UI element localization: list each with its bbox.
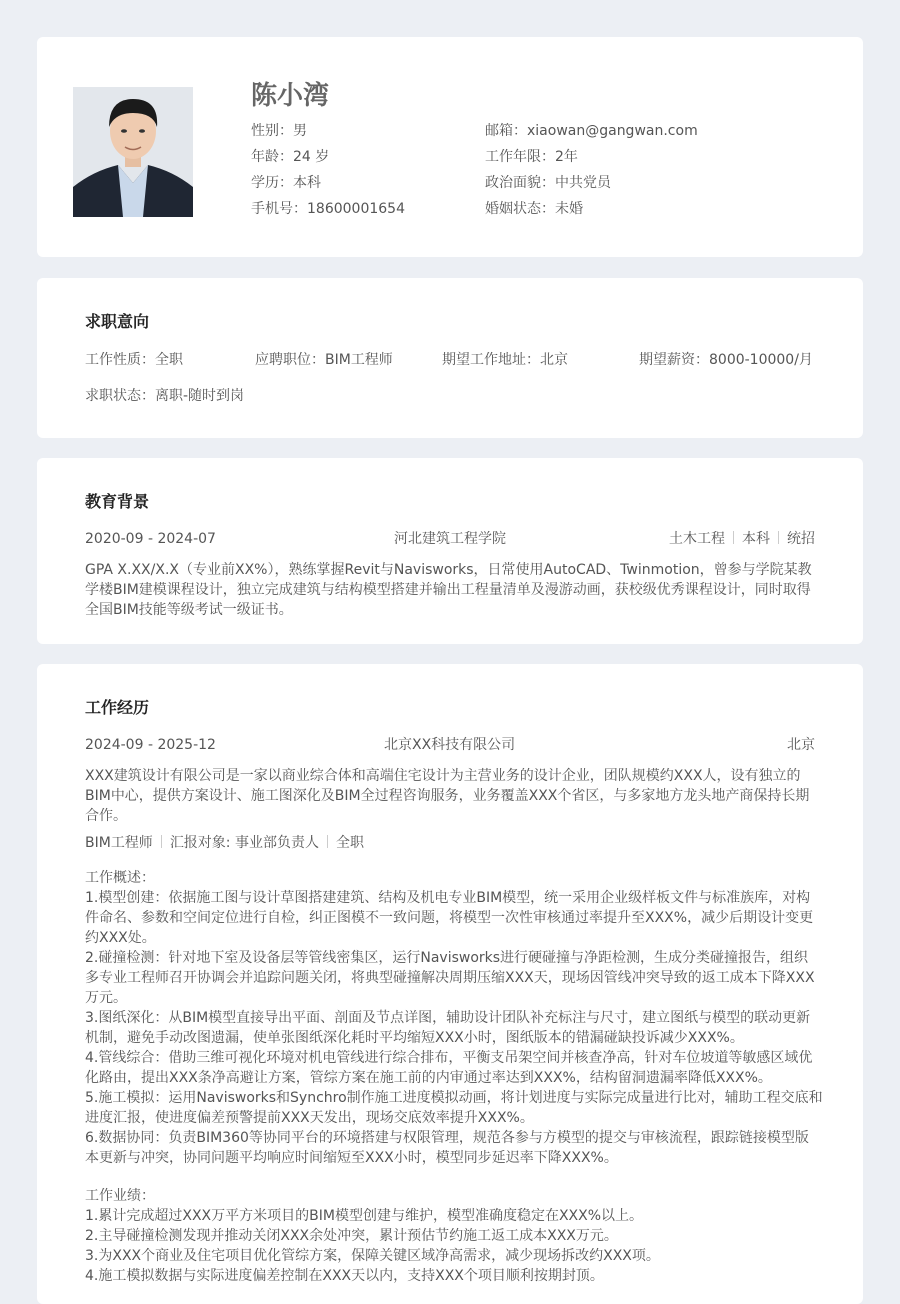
status-row [85, 387, 244, 405]
divider [327, 835, 328, 848]
political-row [485, 174, 611, 192]
work-years-value: 2年 [555, 149, 578, 165]
email-label: 邮箱： [485, 123, 527, 139]
status-label: 求职状态： [85, 388, 155, 404]
divider [161, 835, 162, 848]
paragraph-line: 3.为XXX个商业及住宅项目优化管综方案，保障关键区域净高需求，减少现场拆改约XXX项。 [85, 1248, 660, 1264]
achievement-heading: 工作业绩： [85, 1188, 155, 1204]
paragraph-line: 6.数据协同：负责BIM360等协同平台的环境搭建与权限管理，规范各参与方模型的提交与审核流程，跟踪链接模型版 [85, 1130, 809, 1146]
paragraph-line: 全国BIM技能等级考试一级证书。 [85, 602, 293, 618]
status-value: 离职-随时到岗 [155, 388, 245, 404]
work-years-label: 工作年限： [485, 149, 555, 165]
work-type-value: 全职 [155, 352, 183, 368]
education-card [37, 458, 863, 644]
edu-tags [669, 530, 815, 548]
paragraph-line: 件命名、参数和空间定位进行自检，纠正图模不一致问题，将模型一次性审核通过率提升至XXX%，减少后期设计变更 [85, 910, 814, 926]
paragraph-line: 本更新与冲突，协同问题平均响应时间缩短至XXX小时，模型同步延迟率下降XXX%。 [85, 1150, 618, 1166]
age-row [251, 148, 329, 166]
gender-value: 男 [293, 123, 307, 139]
work-years-row [485, 148, 578, 166]
paragraph-line: 机制，避免手动改图遗漏，使单张图纸深化耗时平均缩短XXX小时，图纸版本的错漏碰缺投诉减少XXX%。 [85, 1030, 744, 1046]
political-value: 中共党员 [555, 175, 611, 191]
education-row [251, 174, 321, 192]
paragraph-line: 学楼BIM建模课程设计，独立完成建筑与结构模型搭建并输出工程量清单及漫游动画，获校级优秀课程设计，同时取得 [85, 582, 811, 598]
salary-value: 8000-10000/月 [709, 352, 813, 368]
candidate-name: 陈小湾 [251, 81, 330, 111]
email-row [485, 122, 698, 140]
marital-row [485, 200, 583, 218]
job-type: 全职 [335, 835, 364, 851]
report-to: 汇报对象: 事业部负责人 [169, 835, 319, 851]
role: BIM工程师 [85, 835, 153, 851]
age-label: 年龄： [251, 149, 293, 165]
work-city: 北京 [787, 737, 815, 753]
marital-label: 婚姻状态： [485, 201, 555, 217]
paragraph-line: 1.模型创建：依据施工图与设计草图搭建建筑、结构及机电专业BIM模型，统一采用企业级样板文件与标准族库，对构 [85, 890, 811, 906]
age-value: 24 岁 [293, 149, 330, 165]
work-type-row [85, 351, 183, 369]
edu-period: 2020-09 - 2024-07 [85, 531, 216, 547]
education-value: 本科 [293, 175, 321, 191]
paragraph-line: 1.累计完成超过XXX万平方米项目的BIM模型创建与维护，模型准确度稳定在XXX%以上。 [85, 1208, 644, 1224]
paragraph-line: 万元。 [85, 990, 127, 1006]
position-value: BIM工程师 [325, 352, 393, 368]
work-experience-card [37, 664, 863, 1304]
location-label: 期望工作地址： [442, 352, 540, 368]
political-label: 政治面貌： [485, 175, 555, 191]
paragraph-line: 3.图纸深化：从BIM模型直接导出平面、剖面及节点详图，辅助设计团队补充标注与尺寸，建立图纸与模型的联动更新 [85, 1010, 811, 1026]
education-label: 学历： [251, 175, 293, 191]
section-title: 工作经历 [85, 698, 150, 717]
email-value: xiaowan@gangwan.com [527, 123, 698, 139]
work-type-label: 工作性质： [85, 352, 155, 368]
paragraph-line: XXX建筑设计有限公司是一家以商业综合体和高端住宅设计为主营业务的设计企业，团队规模约XXX人，设有独立的 [85, 768, 801, 784]
school-name: 河北建筑工程学院 [394, 531, 506, 547]
work-achievements [85, 1186, 815, 1286]
edu-description [85, 560, 815, 620]
paragraph-line: 化路由，提出XXX条净高避让方案，管综方案在施工前的内审通过率达到XXX%，结构留洞遗漏率降低XXX%。 [85, 1070, 772, 1086]
position-label: 应聘职位： [255, 352, 325, 368]
work-period: 2024-09 - 2025-12 [85, 737, 216, 753]
divider [733, 531, 734, 544]
degree: 本科 [742, 531, 770, 547]
job-intention-card [37, 278, 863, 438]
paragraph-line: 约XXX处。 [85, 930, 156, 946]
paragraph-line: GPA X.XX/X.X（专业前XX%），熟练掌握Revit与Navisworks，日常使用AutoCAD、Twinmotion，曾参与学院某教 [85, 562, 812, 578]
work-overview [85, 868, 823, 1168]
company-name: 北京XX科技有限公司 [384, 737, 516, 753]
position-row [255, 351, 393, 369]
phone-row [251, 200, 405, 218]
paragraph-line: 5.施工模拟：运用Navisworks和Synchro制作施工进度模拟动画，将计划进度与实际完成量进行比对，辅助工程交底和 [85, 1090, 823, 1106]
paragraph-line: 2.碰撞检测：针对地下室及设备层等管线密集区，运行Navisworks进行硬碰撞与净距检测，生成分类碰撞报告，组织 [85, 950, 809, 966]
paragraph-line: 多专业工程师召开协调会并追踪问题关闭，将典型碰撞解决周期压缩XXX天，现场因管线冲突导致的返工成本下降XXX [85, 970, 815, 986]
enrollment-type: 统招 [787, 531, 815, 547]
avatar [73, 87, 193, 217]
divider [778, 531, 779, 544]
paragraph-line: 进度汇报，使进度偏差预警提前XXX天发出，现场交底效率提升XXX%。 [85, 1110, 534, 1126]
section-title: 求职意向 [85, 312, 150, 331]
salary-row [639, 351, 813, 369]
paragraph-line: 2.主导碰撞检测发现并推动关闭XXX余处冲突，累计预估节约施工返工成本XXX万元。 [85, 1228, 618, 1244]
phone-label: 手机号： [251, 201, 307, 217]
gender-row [251, 122, 307, 140]
paragraph-line: 4.管线综合：借助三维可视化环境对机电管线进行综合排布，平衡支吊架空间并核查净高，针对车位坡道等敏感区域优 [85, 1050, 813, 1066]
paragraph-line: 合作。 [85, 808, 127, 824]
major: 土木工程 [669, 531, 725, 547]
person-photo-icon [73, 87, 193, 217]
profile-card [37, 37, 863, 257]
role-tags [85, 834, 364, 852]
salary-label: 期望薪资： [639, 352, 709, 368]
phone-value: 18600001654 [307, 201, 405, 217]
paragraph-line: 4.施工模拟数据与实际进度偏差控制在XXX天以内，支持XXX个项目顺利按期封顶。 [85, 1268, 604, 1284]
company-intro [85, 766, 815, 826]
overview-heading: 工作概述： [85, 870, 155, 886]
location-value: 北京 [540, 352, 568, 368]
paragraph-line: BIM中心，提供方案设计、施工图深化及BIM全过程咨询服务，业务覆盖XXX个省区，与多家地方龙头地产商保持长期 [85, 788, 810, 804]
section-title: 教育背景 [85, 492, 150, 511]
gender-label: 性别： [251, 123, 293, 139]
location-row [442, 351, 568, 369]
marital-value: 未婚 [555, 201, 583, 217]
